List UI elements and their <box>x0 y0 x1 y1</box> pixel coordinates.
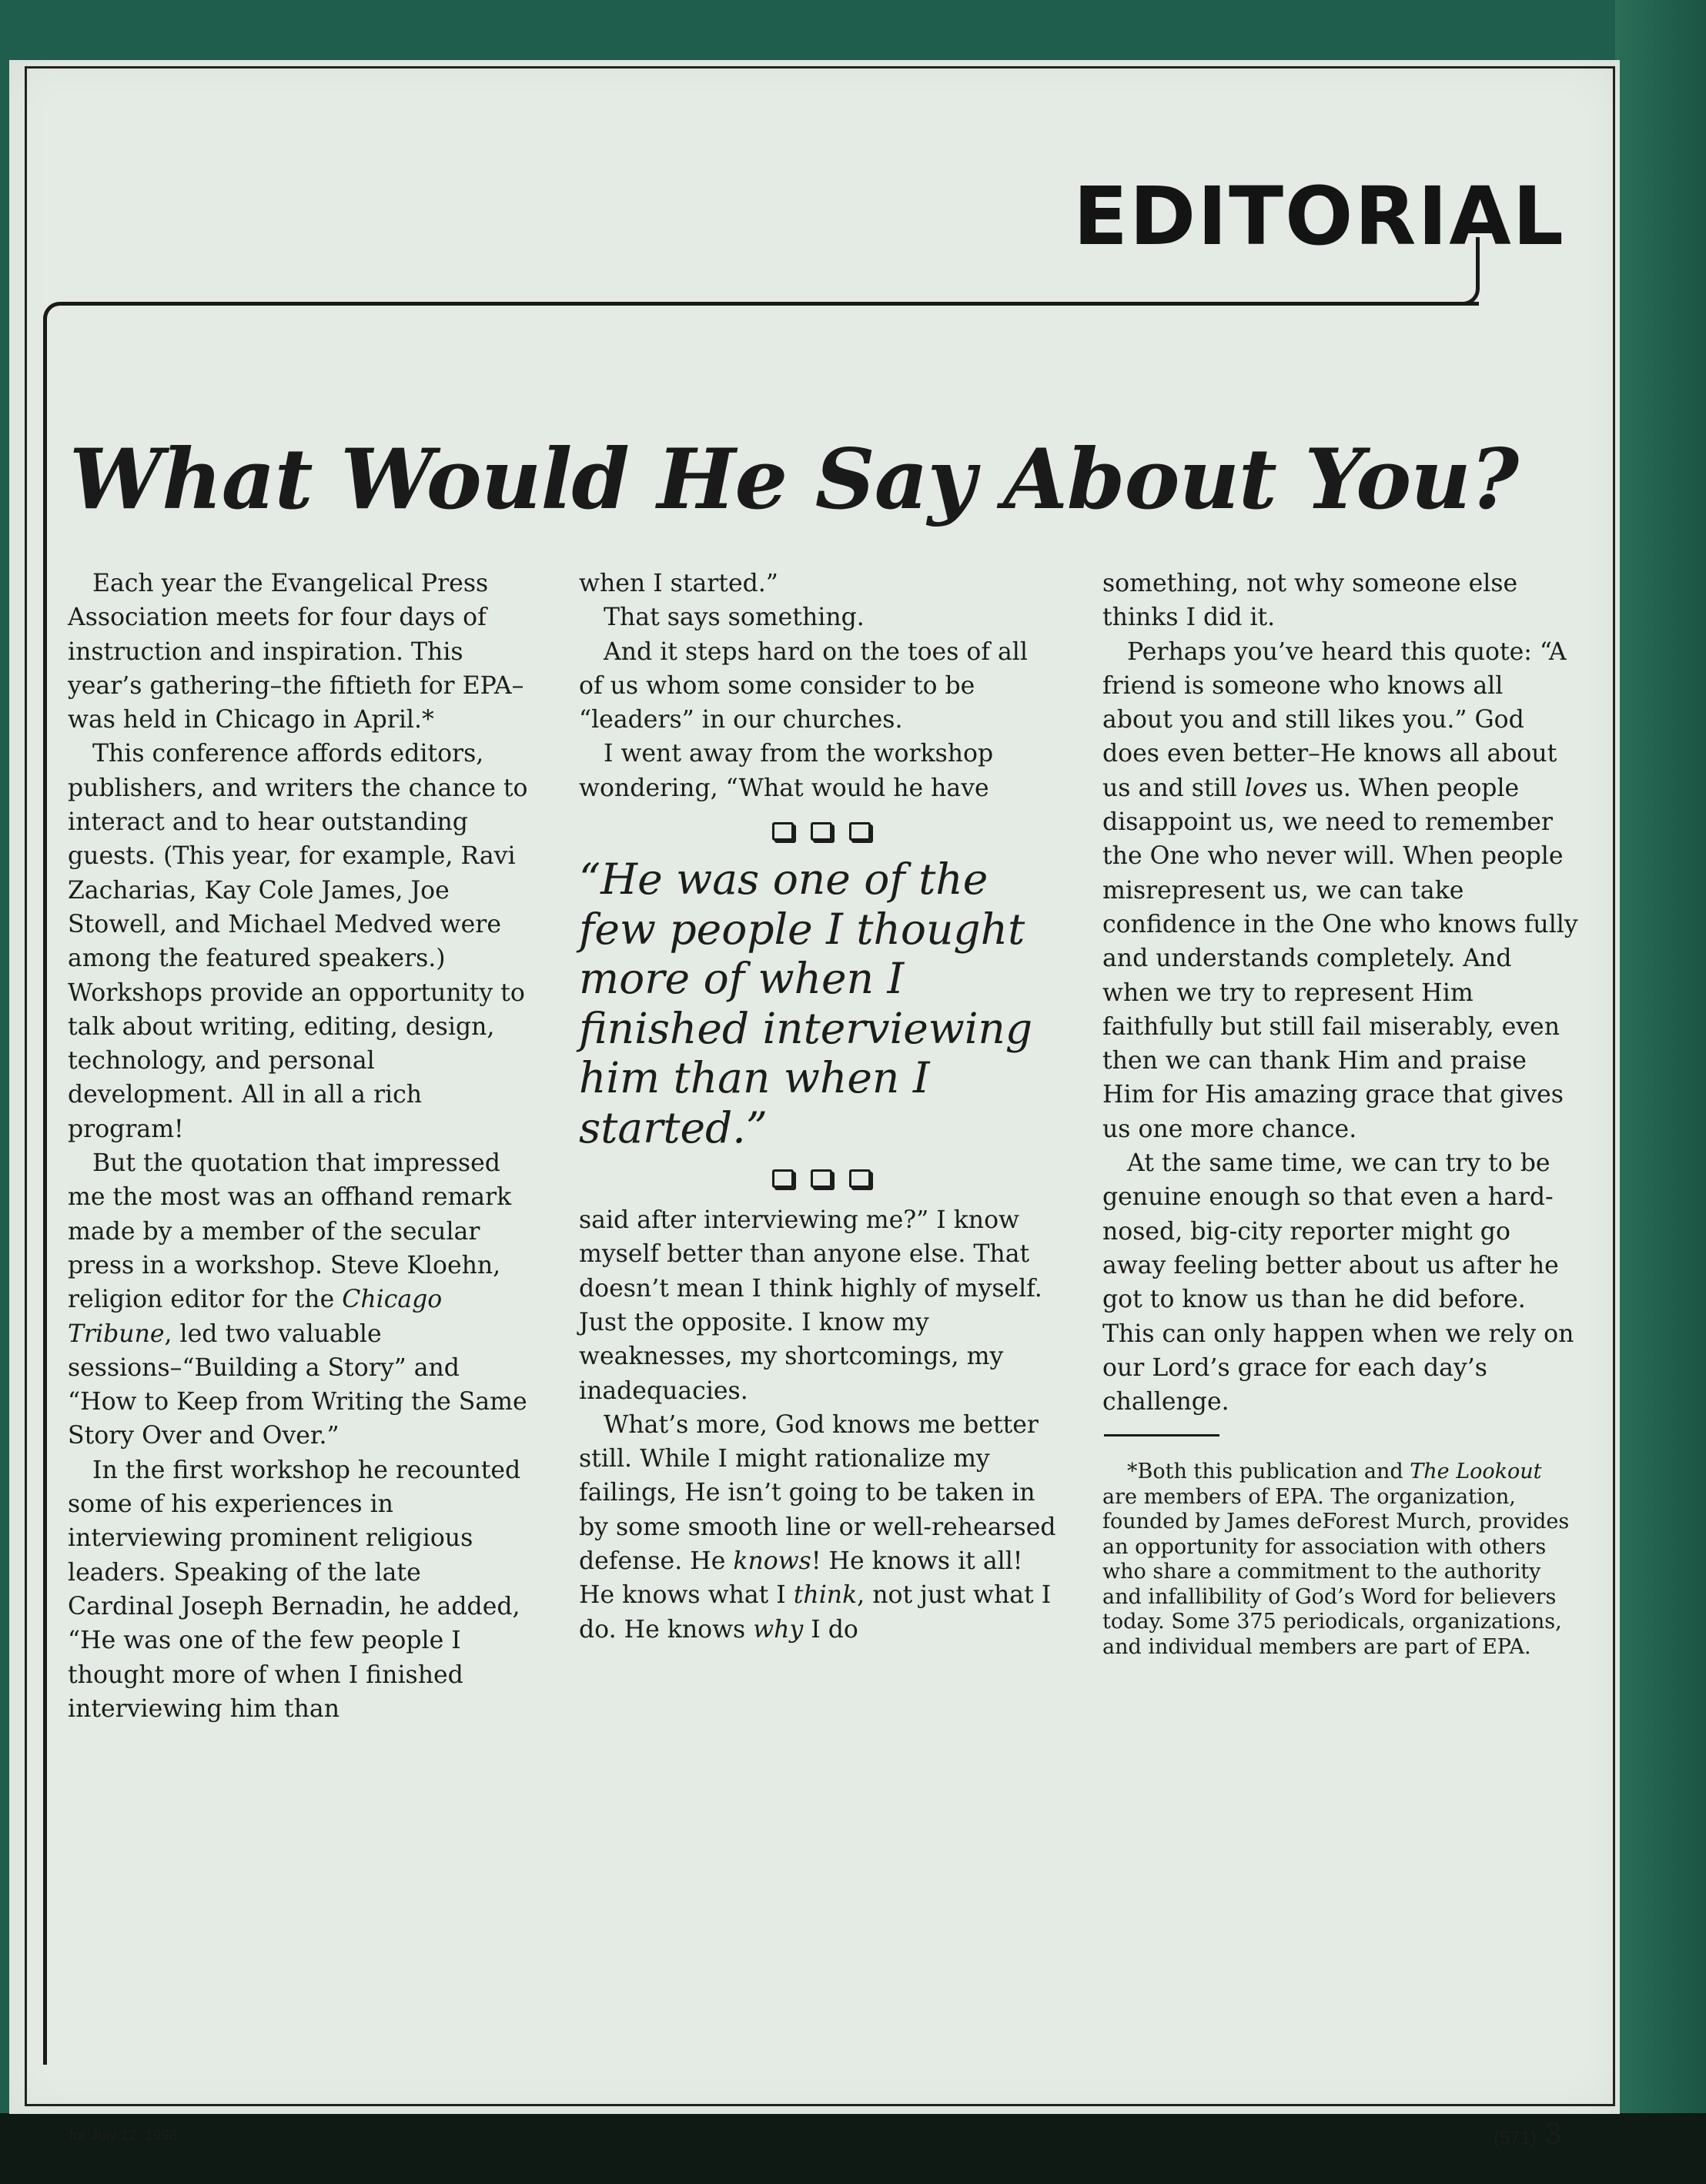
column-3 <box>1102 567 1580 1660</box>
paragraph: I went away from the workshop wondering, “What would he have <box>579 740 994 802</box>
square-ornament-icon <box>811 1169 832 1188</box>
paragraph: Perhaps you’ve heard this quote: “A friend is someone who knows all about you and still likes you.” God does even better–He knows all about us and still loves us. When people disappoint us, we need to remember the One who never will. When people misrepresent us, we can take confidence in the One who knows fully and understands completely. And when we try to represent Him faithfully but still fail miserably, even then we can thank Him and praise Him for His amazing grace that gives us one more chance. <box>1102 637 1578 1143</box>
paragraph: In the first workshop he recounted some of his experiences in interviewing prominent religious leaders. Speaking of the late Cardinal Joseph Bernadin, he added, “He was one of the few people I thought more of when I finished interviewing him than <box>68 1456 521 1723</box>
issue-number: (571) <box>1494 2128 1537 2149</box>
magazine-page <box>9 60 1620 2151</box>
pull-quote: “He was one of the few people I thought more of when I finished interviewing him than when I started.” <box>579 855 1033 1152</box>
paragraph: At the same time, we can try to be genuine enough so that even a hard-nosed, big-city reporter might go away feeling better about us after he got to know us than he did before. This can only happen when we rely on our Lord’s grace for each day’s challenge. <box>1102 1149 1574 1416</box>
square-ornament-icon <box>849 1169 871 1188</box>
paragraph: But the quotation that impressed me the most was an offhand remark made by a member of the secular press in a workshop. Steve Kloehn, religion editor for the Chicago Tribune, led two valuable sessions–“Building a Story” and “How to Keep from Writing the Same Story Over and Over.” <box>68 1149 527 1450</box>
square-ornament-icon <box>772 1169 794 1188</box>
column-2 <box>579 567 1056 1647</box>
footnote-divider <box>1104 1434 1219 1436</box>
ornament-boxes <box>579 822 1056 841</box>
section-logo: EDITORIAL <box>1073 169 1565 263</box>
ornament-boxes <box>579 1169 1056 1188</box>
paragraph: when I started.” <box>579 570 778 597</box>
paragraph: said after interviewing me?” I know myself better than anyone else. That doesn’t mean I think highly of myself. Just the opposite. I know my weaknesses, my shortcomings, my inadequacies. <box>579 1206 1042 1405</box>
page-folio <box>1494 2117 1561 2152</box>
paragraph: And it steps hard on the toes of all of us whom some consider to be “leaders” in our churches. <box>579 637 1028 734</box>
paragraph: This conference affords editors, publishers, and writers the chance to interact and to hear outstanding guests. (This year, for example, Ravi Zacharias, Kay Cole James, Joe Stowell, and Michael Medved were among the featured speakers.) Workshops provide an opportunity to talk about writing, editing, design, technology, and personal development. All in all a rich program! <box>68 740 528 1143</box>
square-ornament-icon <box>849 822 871 841</box>
paragraph: That says something. <box>604 604 865 632</box>
paragraph: something, not why someone else thinks I did it. <box>1102 570 1518 632</box>
square-ornament-icon <box>772 822 794 841</box>
square-ornament-icon <box>811 822 832 841</box>
green-background-band <box>1615 0 1706 2184</box>
issue-date: for July 12, 1998 <box>69 2128 178 2144</box>
article-title: What Would He Say About You? <box>69 431 1519 528</box>
column-1 <box>68 567 530 1726</box>
page-number: 3 <box>1544 2117 1562 2151</box>
footnote: *Both this publication and The Lookout are members of EPA. The organization, founded by James deForest Murch, provides an opportunity for association with others who share a commitment to the authority and infallibility of God’s Word for believers today. Some 375 periodicals, organizations, and individual members are part of EPA. <box>1102 1460 1570 1659</box>
dark-bottom-band <box>0 2113 1706 2184</box>
paragraph: Each year the Evangelical Press Association meets for four days of instruction and inspiration. This year’s gathering–the fiftieth for EPA–was held in Chicago in April.* <box>68 570 524 734</box>
paragraph: What’s more, God knows me better still. While I might rationalize my failings, He isn’t going to be taken in by some smooth line or well-rehearsed defense. He knows! He knows it all! He knows what I think, not just what I do. He knows why I do <box>579 1410 1056 1644</box>
